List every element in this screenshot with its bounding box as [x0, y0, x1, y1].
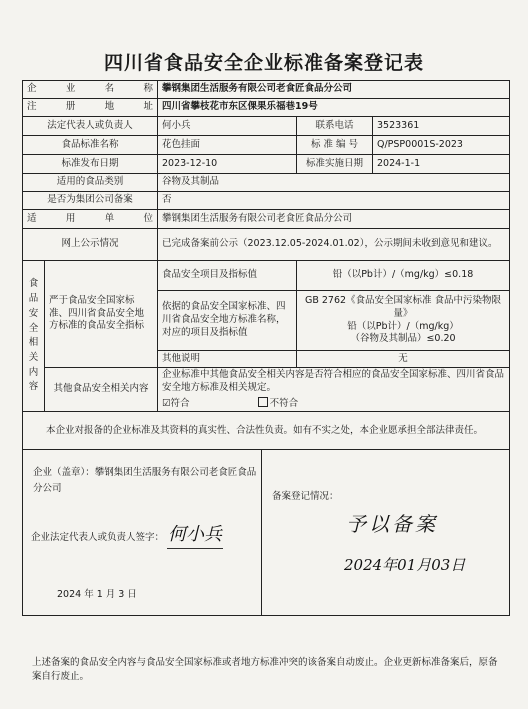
phone-label: 联系电话 [297, 117, 373, 136]
basis-value [297, 291, 510, 351]
record-label: 备案登记情况： [272, 491, 339, 503]
record-form-table [22, 80, 510, 616]
item-label: 食品安全项目及指标值 [158, 261, 297, 291]
publish-date-value: 2023-12-10 [158, 155, 297, 174]
other-label: 其他说明 [158, 351, 297, 368]
seal-label: 企业（盖章）： [33, 467, 95, 479]
statement-text: 本企业对报备的企业标准及其资料的真实性、合法性负责。如有不实之处，本企业愿承担全部法律责任。 [23, 412, 510, 450]
other-content-label: 其他食品安全相关内容 [45, 368, 158, 412]
row-group [23, 192, 510, 210]
row-item [23, 261, 510, 291]
publish-date-label: 标准发布日期 [23, 155, 158, 174]
legal-sign-block [31, 523, 223, 548]
enterprise-name-value: 攀钢集团生活服务有限公司老食匠食品分公司 [158, 81, 510, 99]
standard-name-value: 花色挂面 [158, 136, 297, 155]
content-label [23, 261, 45, 412]
row-scope [23, 210, 510, 229]
seal-block [33, 465, 258, 495]
row-statement [23, 412, 510, 450]
basis-label: 依据的食品安全国家标准、四川省食品安全地方标准名称，对应的项目及指标值 [158, 291, 297, 351]
publicity-value: 已完成备案前公示（2023.12.05-2024.01.02），公示期间未收到意见和建议。 [158, 229, 510, 261]
other-content-text: 企业标准中其他食品安全相关内容是否符合相应的食品安全国家标准、四川省食品安全地方标准及相关规定。 [158, 368, 510, 396]
scope-label: 适 用 单 位 [23, 210, 158, 229]
row-signatures [23, 450, 510, 616]
footnote: 上述备案的食品安全内容与食品安全国家标准或者地方标准冲突的该备案自动废止。企业更新标准备案后，原备案自行废止。 [32, 657, 498, 683]
group-label: 是否为集团公司备案 [23, 192, 158, 210]
row-address [23, 99, 510, 117]
row-dates [23, 155, 510, 174]
stricter-label: 严于食品安全国家标准、四川省食品安全地方标准的食品安全指标 [45, 261, 158, 368]
enterprise-name-label: 企 业 名 称 [23, 81, 158, 99]
basis-line-2: 铅（以Pb计）/（mg/kg） [347, 320, 459, 332]
row-enterprise-name [23, 81, 510, 99]
address-value: 四川省攀枝花市东区倮果乐福巷19号 [158, 99, 510, 117]
legal-signature: 何小兵 [167, 523, 223, 548]
record-date-handwritten: 2024年01月03日 [344, 556, 466, 575]
standard-no-value: Q/PSP0001S-2023 [373, 136, 510, 155]
record-handwritten: 予以备案 [346, 512, 438, 537]
enterprise-sign-cell [23, 450, 262, 616]
content-label-text: 食品安全相关内容 [28, 278, 39, 393]
check-no-label: 不符合 [269, 397, 299, 409]
legal-rep-label: 法定代表人或负责人 [23, 117, 158, 136]
legal-rep-value: 何小兵 [158, 117, 297, 136]
group-value: 否 [158, 192, 510, 210]
check-yes-label: 符合 [170, 397, 190, 409]
effective-date-value: 2024-1-1 [373, 155, 510, 174]
check-yes-box[interactable]: ☑ [162, 397, 171, 409]
row-standard-name [23, 136, 510, 155]
record-sign-cell [262, 450, 510, 616]
row-publicity [23, 229, 510, 261]
address-label: 注 册 地 址 [23, 99, 158, 117]
basis-line-3: （谷物及其制品）≤0.20 [350, 333, 456, 345]
item-value: 铅（以Pb计）/（mg/kg）≤0.18 [297, 261, 510, 291]
legal-sign-label: 企业法定代表人或负责人签字： [31, 532, 165, 544]
category-label: 适用的食品类别 [23, 174, 158, 192]
page-title: 四川省食品安全企业标准备案登记表 [103, 52, 424, 74]
publicity-label: 网上公示情况 [23, 229, 158, 261]
category-value: 谷物及其制品 [158, 174, 510, 192]
scope-value: 攀钢集团生活服务有限公司老食匠食品分公司 [158, 210, 510, 229]
row-category [23, 174, 510, 192]
seal-name: 攀钢集团生活服务有限公司老食匠食品分公司 [33, 467, 257, 494]
effective-date-label: 标准实施日期 [297, 155, 373, 174]
other-value: 无 [297, 351, 510, 368]
standard-no-label: 标 准 编 号 [297, 136, 373, 155]
row-legal-rep [23, 117, 510, 136]
row-other-content [23, 368, 510, 396]
standard-name-label: 食品标准名称 [23, 136, 158, 155]
sign-date: 2024 年 1 月 3 日 [57, 589, 137, 601]
check-cell [158, 396, 510, 412]
check-no-box[interactable] [258, 397, 268, 407]
basis-line-1: GB 2762《食品安全国家标准 食品中污染物限量》 [304, 294, 502, 319]
phone-value: 3523361 [373, 117, 510, 136]
